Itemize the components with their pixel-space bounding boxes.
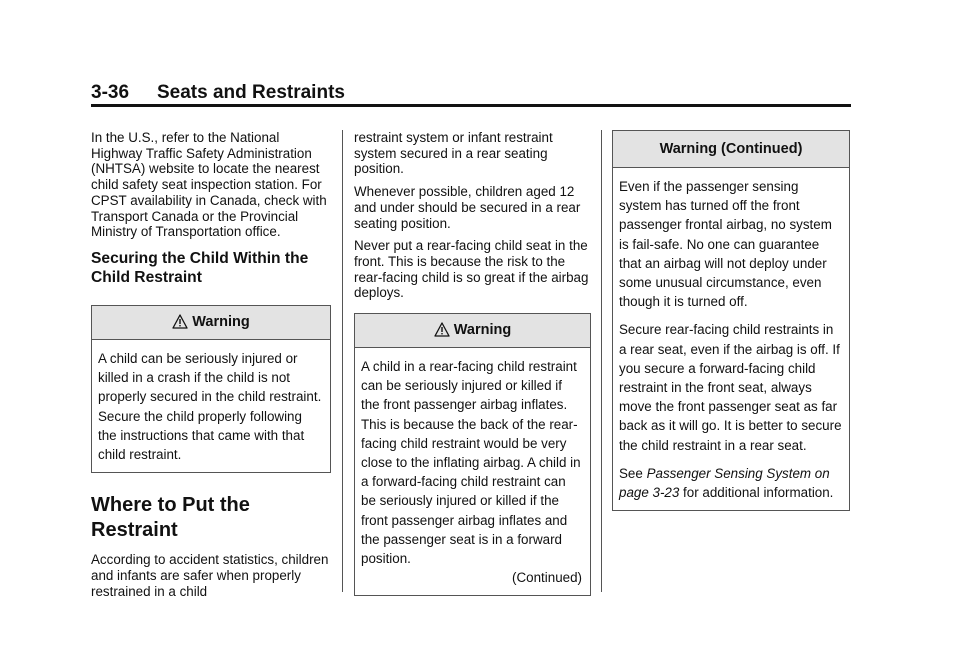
passenger-sensing-reference: Passenger Sensing System on page 3-23 bbox=[619, 465, 830, 501]
column-3 bbox=[612, 130, 850, 511]
children-aged-paragraph: Whenever possible, children aged 12 and under should be secured in a rear seating position. bbox=[354, 184, 581, 231]
warning-box-2 bbox=[354, 313, 591, 596]
see-reference-paragraph bbox=[619, 464, 843, 502]
warning-body bbox=[355, 348, 590, 595]
rear-seating-paragraph: restraint system or infant restraint system secured in a rear seating position. bbox=[354, 130, 553, 177]
column-divider-2 bbox=[601, 130, 602, 592]
warning-triangle-icon bbox=[172, 314, 188, 329]
secure-rear-facing-paragraph: Secure rear-facing child restraints in a rear seat, even if the airbag is off. If you secure a forward-facing child restraint in the front seat, always move the front passenger seat as far back as it will go. It is better to secure the child restraint in a rear seat. bbox=[619, 322, 842, 453]
page-number: 3-36 bbox=[91, 82, 130, 103]
accident-statistics-paragraph: According to accident statistics, children and infants are safer when properly restrained in a child bbox=[91, 552, 329, 599]
intro-paragraph: In the U.S., refer to the National Highway Traffic Safety Administration (NHTSA) website to locate the nearest child safety seat inspection station. For CPST availability in Canada, check with Transport Canada or the Provincial Ministry of Transportation office. bbox=[91, 130, 327, 240]
section-title: Seats and Restraints bbox=[157, 82, 345, 103]
see-suffix: for additional information. bbox=[683, 485, 834, 501]
warning-triangle-icon bbox=[434, 322, 450, 337]
warning-text: A child in a rear-facing child restraint can be seriously injured or killed if the front passenger airbag inflates. This is because the back of the rear-facing child restraint would be very close to the inflating airbag. A child in a forward-facing child restraint can be seriously injured or killed if the front passenger airbag inflates and the passenger seat is in a forward position. bbox=[361, 359, 581, 567]
column-2 bbox=[354, 130, 591, 596]
header-rule bbox=[91, 104, 851, 107]
fail-safe-paragraph: Even if the passenger sensing system has turned off the front passenger frontal airbag, no system is fail-safe. No one can guarantee that an airbag will not deploy under some unusual circumstance, even though it is turned off. bbox=[619, 179, 832, 310]
column-divider-1 bbox=[342, 130, 343, 592]
continued-label: (Continued) bbox=[512, 570, 582, 586]
page-header bbox=[91, 82, 851, 106]
rear-facing-paragraph: Never put a rear-facing child seat in the front. This is because the risk to the rear-facing child is so great if the airbag deploys. bbox=[354, 238, 589, 301]
warning-header bbox=[355, 314, 590, 348]
subheading-securing-child: Securing the Child Within the Child Restraint bbox=[91, 249, 309, 286]
warning-continued-body bbox=[613, 168, 849, 510]
warning-box-continued bbox=[612, 130, 850, 511]
warning-header bbox=[92, 306, 330, 340]
warning-continued-header: Warning (Continued) bbox=[613, 131, 849, 168]
warning-box-1 bbox=[91, 305, 331, 473]
see-prefix: See bbox=[619, 465, 643, 481]
heading-where-to-put: Where to Put the Restraint bbox=[91, 494, 250, 542]
column-1 bbox=[91, 130, 331, 608]
warning-body: A child can be seriously injured or killed in a crash if the child is not properly secured in the child restraint. Secure the child properly following the instructions that came with that child restraint. bbox=[98, 350, 322, 462]
warning-title: Warning bbox=[192, 313, 250, 330]
warning-title: Warning bbox=[453, 322, 512, 339]
